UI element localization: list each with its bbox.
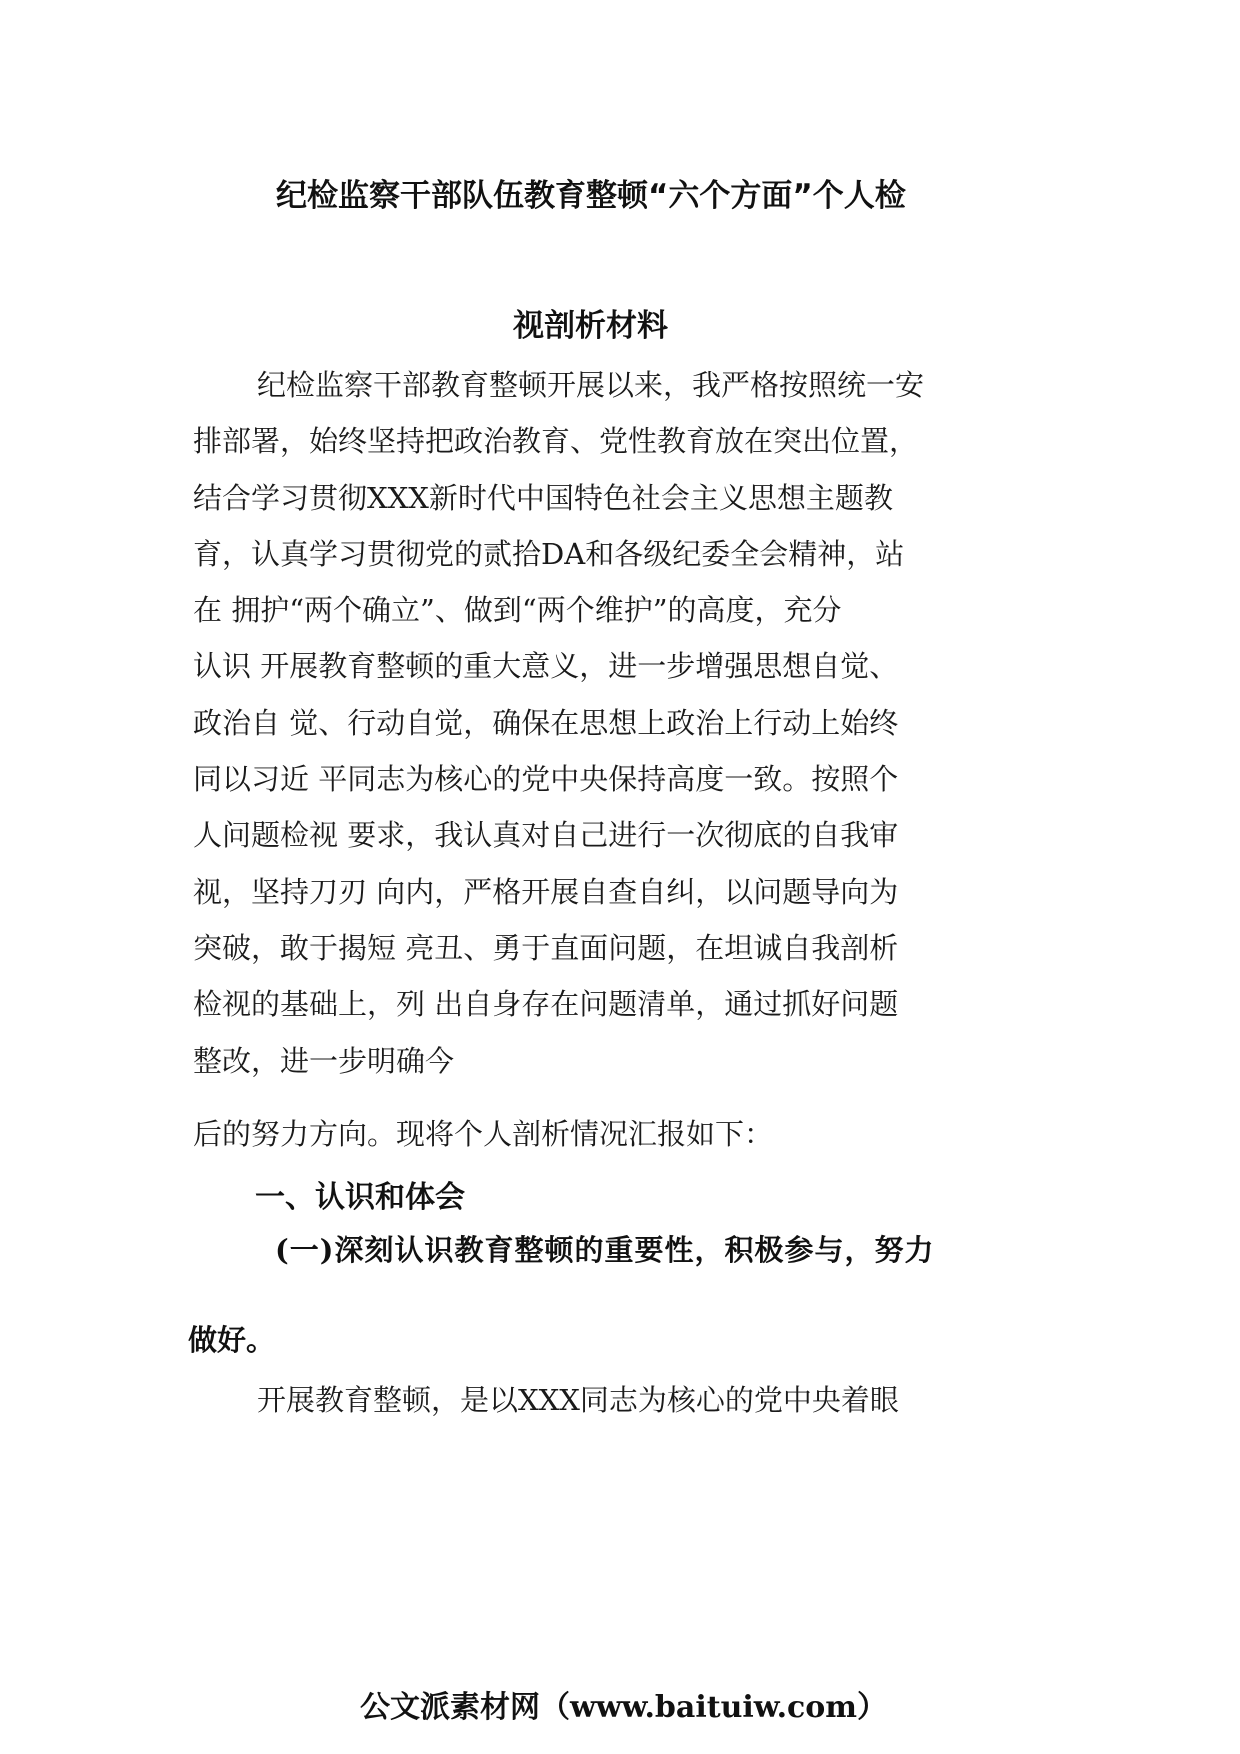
paragraph-line: 结合学习贯彻XXX新时代中国特色社会主义思想主题教 bbox=[193, 480, 893, 515]
paragraph-line: 认识 开展教育整顿的重大意义，进一步增强思想自觉、 bbox=[193, 649, 899, 684]
footer-watermark: 公文派素材网（www.baituiw.com） bbox=[360, 1690, 888, 1725]
intro-paragraph bbox=[193, 357, 1023, 1089]
paragraph-line: 整改，进一步明确今 bbox=[193, 1043, 455, 1078]
intro-continuation: 后的努力方向。现将个人剖析情况汇报如下： bbox=[193, 1117, 774, 1151]
subsection-heading-line-1: (一)深刻认识教育整顿的重要性，积极参与，努力 bbox=[275, 1233, 935, 1267]
paragraph-line: 在 拥护“两个确立”、做到“两个维护”的高度，充分 bbox=[193, 593, 842, 628]
document-title-line-1: 纪检监察干部队伍教育整顿“六个方面”个人检 bbox=[276, 178, 906, 214]
paragraph-line: 纪检监察干部教育整顿开展以来，我严格按照统一安 bbox=[257, 368, 925, 402]
paragraph-line: 排部署，始终坚持把政治教育、党性教育放在突出位置， bbox=[193, 424, 919, 459]
paragraph-line: 视，坚持刀刃 向内，严格开展自查自纠，以问题导向为 bbox=[193, 874, 899, 909]
paragraph-line: 同以习近 平同志为核心的党中央保持高度一致。按照个 bbox=[193, 762, 899, 797]
paragraph-line: 突破，敢于揭短 亮丑、勇于直面问题，在坦诚自我剖析 bbox=[193, 930, 899, 965]
subsection-paragraph: 开展教育整顿，是以XXX同志为核心的党中央着眼 bbox=[257, 1383, 899, 1417]
paragraph-line: 人问题检视 要求，我认真对自己进行一次彻底的自我审 bbox=[193, 818, 899, 853]
paragraph-line: 检视的基础上，列 出自身存在问题清单，通过抓好问题 bbox=[193, 987, 899, 1022]
paragraph-line: 政治自 觉、行动自觉，确保在思想上政治上行动上始终 bbox=[193, 705, 899, 740]
paragraph-line: 育，认真学习贯彻党的贰拾DA和各级纪委全会精神，站 bbox=[193, 536, 905, 571]
section-heading: 一、认识和体会 bbox=[255, 1180, 465, 1215]
document-title-line-2: 视剖析材料 bbox=[513, 308, 668, 344]
subsection-heading-line-2: 做好。 bbox=[188, 1323, 276, 1357]
